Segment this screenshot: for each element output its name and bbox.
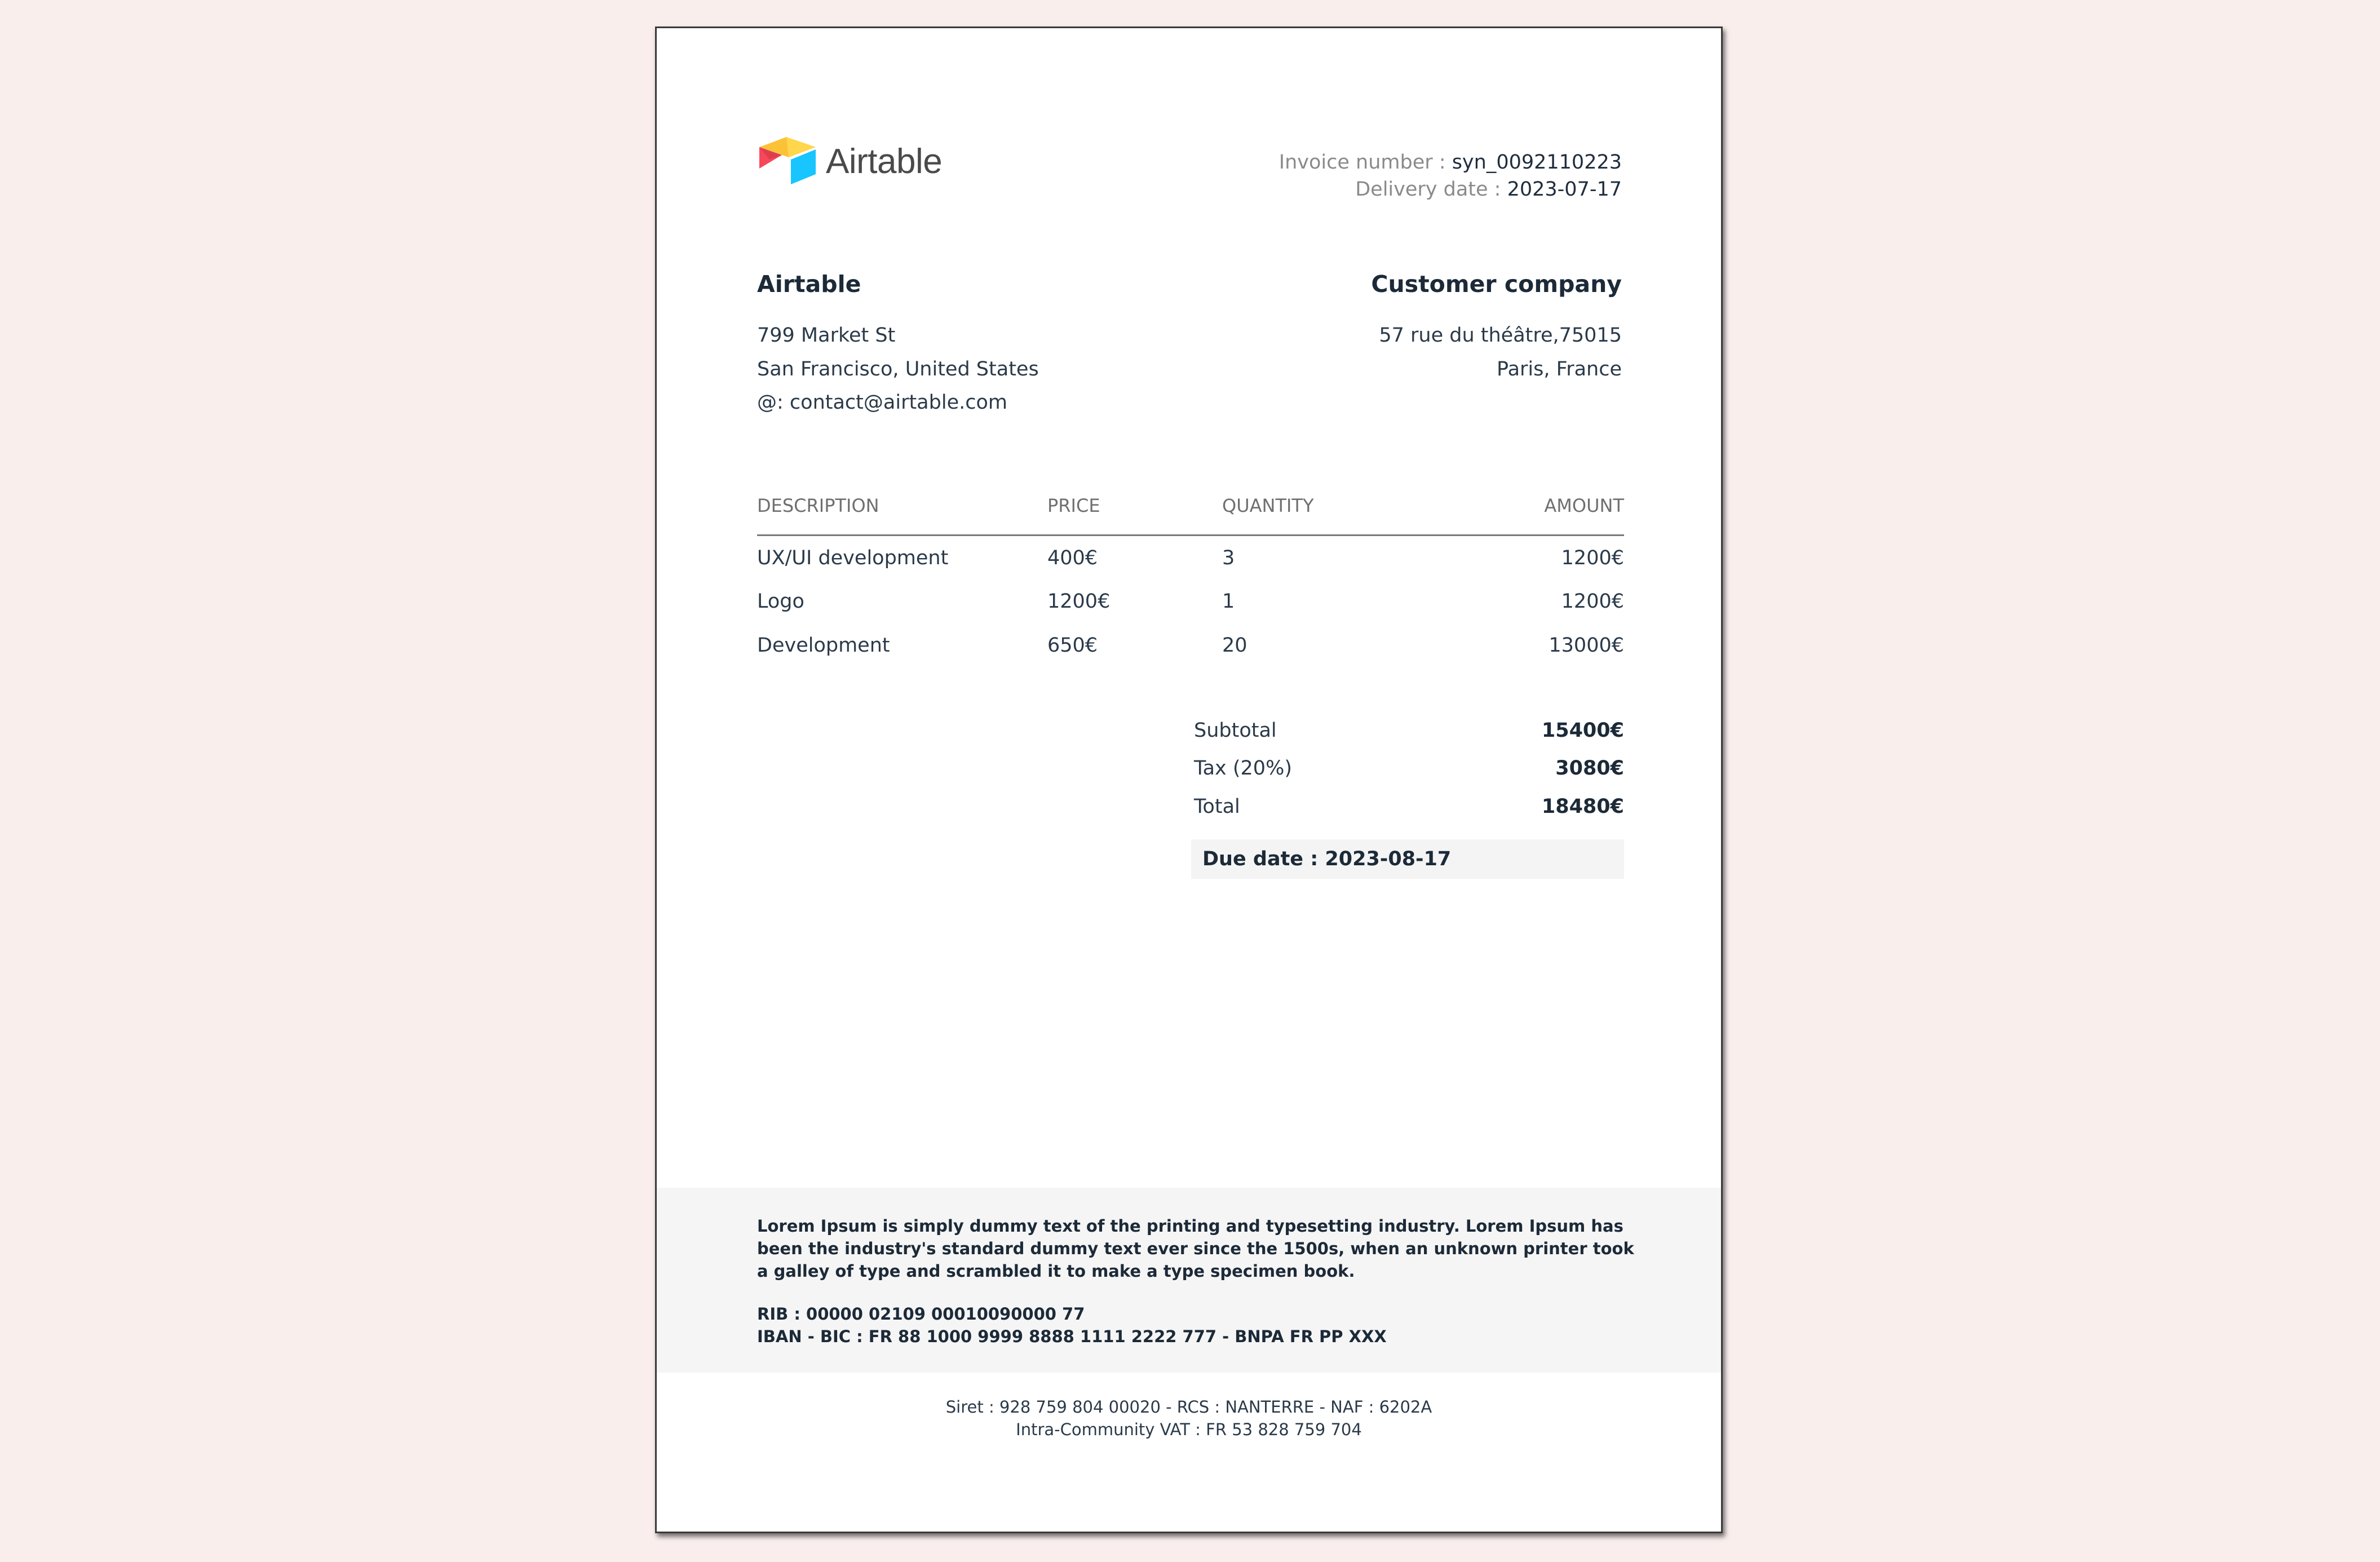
rib-line: RIB : 00000 02109 00010090000 77 (757, 1304, 1085, 1324)
seller-block (757, 271, 1039, 420)
notes-text: Lorem Ipsum is simply dummy text of the printing and typesetting industry. Lorem Ipsum has been the industry's standard dummy text ever since the 1500s, when an unknown printer took a galley of type and scrambled it to make a type specimen book. (757, 1216, 1634, 1281)
invoice-page (655, 26, 1723, 1533)
cell-description: Development (757, 634, 890, 657)
header-price: PRICE (1047, 495, 1100, 516)
cell-amount: 13000€ (1549, 634, 1624, 657)
legal-footer (657, 1396, 1721, 1441)
line-items-table (757, 495, 1624, 667)
tax-value: 3080€ (1555, 757, 1624, 780)
buyer-address-line2: Paris, France (1497, 357, 1622, 380)
table-header (757, 495, 1624, 536)
legal-line2: Intra-Community VAT : FR 53 828 759 704 (1016, 1420, 1362, 1439)
buyer-address-line1: 57 rue du théâtre,75015 (1379, 324, 1622, 347)
header-description: DESCRIPTION (757, 495, 879, 516)
cell-description: UX/UI development (757, 546, 949, 569)
tax-row (1191, 750, 1624, 788)
total-label: Total (1194, 795, 1240, 818)
cell-description: Logo (757, 590, 804, 613)
header-quantity: QUANTITY (1222, 495, 1314, 516)
cell-price: 1200€ (1047, 590, 1111, 613)
table-row (757, 536, 1624, 580)
delivery-date: 2023-07-17 (1507, 178, 1622, 201)
subtotal-value: 15400€ (1541, 719, 1624, 742)
cell-quantity: 3 (1222, 546, 1235, 569)
brand-name: Airtable (826, 141, 943, 181)
seller-name: Airtable (757, 271, 861, 298)
buyer-name: Customer company (1371, 271, 1622, 298)
seller-address-line2: San Francisco, United States (757, 357, 1039, 380)
delivery-date-label: Delivery date : (1355, 178, 1507, 201)
invoice-meta (1279, 149, 1622, 203)
brand-logo (757, 137, 942, 185)
airtable-logo-icon (757, 137, 818, 185)
subtotal-row (1191, 711, 1624, 750)
header-amount: AMOUNT (1544, 495, 1624, 516)
invoice-number: syn_0092110223 (1452, 151, 1622, 174)
total-row (1191, 787, 1624, 826)
due-date-box: Due date : 2023-08-17 (1191, 839, 1624, 879)
buyer-block (1371, 271, 1622, 386)
iban-line: IBAN - BIC : FR 88 1000 9999 8888 1111 2222 777 - BNPA FR PP XXX (757, 1327, 1387, 1346)
cell-price: 400€ (1047, 546, 1098, 569)
invoice-number-line (1279, 149, 1622, 176)
cell-quantity: 1 (1222, 590, 1235, 613)
invoice-number-label: Invoice number : (1279, 151, 1452, 174)
payment-notes-band (657, 1188, 1721, 1373)
legal-line1: Siret : 928 759 804 00020 - RCS : NANTERRE - NAF : 6202A (945, 1397, 1432, 1417)
table-row (757, 623, 1624, 667)
seller-email: @: contact@airtable.com (757, 391, 1007, 414)
cell-amount: 1200€ (1561, 546, 1624, 569)
seller-address-line1: 799 Market St (757, 324, 896, 347)
cell-price: 650€ (1047, 634, 1098, 657)
totals-block (1191, 711, 1624, 879)
total-value: 18480€ (1541, 795, 1624, 818)
table-row (757, 580, 1624, 624)
tax-label: Tax (20%) (1194, 757, 1292, 780)
cell-quantity: 20 (1222, 634, 1247, 657)
delivery-date-line (1279, 176, 1622, 203)
subtotal-label: Subtotal (1194, 719, 1277, 742)
cell-amount: 1200€ (1561, 590, 1624, 613)
